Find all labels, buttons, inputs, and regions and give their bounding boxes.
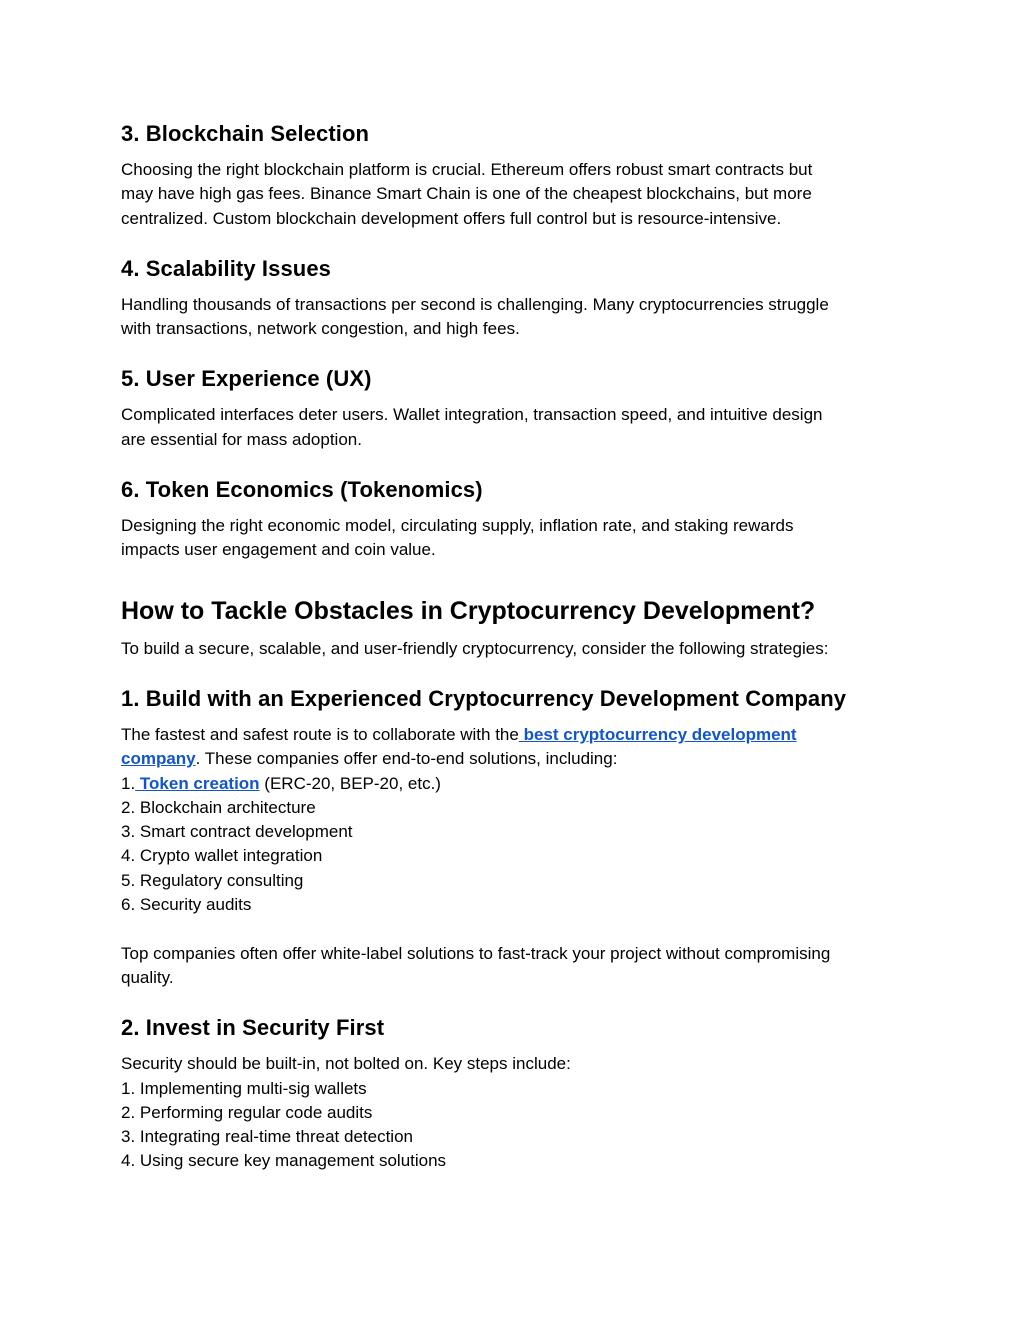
paragraph-line: centralized. Custom blockchain development offers full control but is resource-intensive. xyxy=(121,208,782,228)
section-heading-scalability-issues: 4. Scalability Issues xyxy=(121,255,331,281)
list-item xyxy=(121,772,901,796)
paragraph-line xyxy=(121,723,901,747)
best-crypto-dev-company-link-cont[interactable]: company xyxy=(121,749,196,769)
list-item: 5. Regulatory consulting xyxy=(121,870,304,890)
paragraph-line: Designing the right economic model, circulating supply, inflation rate, and staking rewards xyxy=(121,516,794,536)
paragraph-line: Security should be built-in, not bolted on. Key steps include: xyxy=(121,1054,571,1074)
list-item: 3. Integrating real-time threat detection xyxy=(121,1127,413,1147)
list-item: 4. Crypto wallet integration xyxy=(121,846,323,866)
best-crypto-dev-company-link[interactable]: best cryptocurrency development xyxy=(518,724,797,744)
section-heading-token-economics: 6. Token Economics (Tokenomics) xyxy=(121,477,483,503)
text-span: . These companies offer end-to-end solutions, including: xyxy=(195,749,618,769)
paragraph-line: Top companies often offer white-label solutions to fast-track your project without compromising xyxy=(121,943,831,963)
list-item: 3. Smart contract development xyxy=(121,822,353,842)
section-body-blockchain-selection xyxy=(121,158,901,231)
paragraph-line: Choosing the right blockchain platform is crucial. Ethereum offers robust smart contracts but xyxy=(121,160,813,179)
token-creation-link[interactable]: Token creation xyxy=(135,773,260,793)
section-body-user-experience xyxy=(121,403,901,452)
section-body-scalability-issues xyxy=(121,293,901,342)
list-item: 2. Performing regular code audits xyxy=(121,1102,373,1122)
tackle-intro: To build a secure, scalable, and user-friendly cryptocurrency, consider the following strategies: xyxy=(121,638,829,658)
paragraph-line: may have high gas fees. Binance Smart Chain is one of the cheapest blockchains, but more xyxy=(121,184,812,204)
section-heading-user-experience: 5. User Experience (UX) xyxy=(121,366,372,392)
paragraph-line: are essential for mass adoption. xyxy=(121,429,362,449)
section-heading-build-with-company: 1. Build with an Experienced Cryptocurrency Development Company xyxy=(121,685,847,711)
paragraph-line: impacts user engagement and coin value. xyxy=(121,540,436,560)
list-item: 2. Blockchain architecture xyxy=(121,797,316,817)
paragraph-line: Handling thousands of transactions per second is challenging. Many cryptocurrencies struggle xyxy=(121,294,829,314)
text-span: The fastest and safest route is to collaborate with the xyxy=(121,724,519,744)
section-body-token-economics xyxy=(121,514,901,563)
list-item: 6. Security audits xyxy=(121,895,252,915)
paragraph-line: quality. xyxy=(121,967,174,987)
list-item: 1. Implementing multi-sig wallets xyxy=(121,1078,367,1098)
document-page xyxy=(121,118,901,1174)
paragraph-line xyxy=(121,747,901,771)
section-heading-blockchain-selection: 3. Blockchain Selection xyxy=(121,121,370,146)
section-body-invest-in-security xyxy=(121,1052,901,1173)
section-body-build-with-company xyxy=(121,723,901,990)
section-heading-invest-in-security: 2. Invest in Security First xyxy=(121,1015,385,1041)
list-number: 1. xyxy=(121,773,136,793)
paragraph-line: Complicated interfaces deter users. Wallet integration, transaction speed, and intuitive design xyxy=(121,405,823,425)
text-span: (ERC-20, BEP-20, etc.) xyxy=(259,773,441,793)
main-heading-tackle-obstacles: How to Tackle Obstacles in Cryptocurrency Development? xyxy=(121,596,816,625)
paragraph-line: with transactions, network congestion, and high fees. xyxy=(121,319,520,339)
list-item: 4. Using secure key management solutions xyxy=(121,1151,447,1171)
